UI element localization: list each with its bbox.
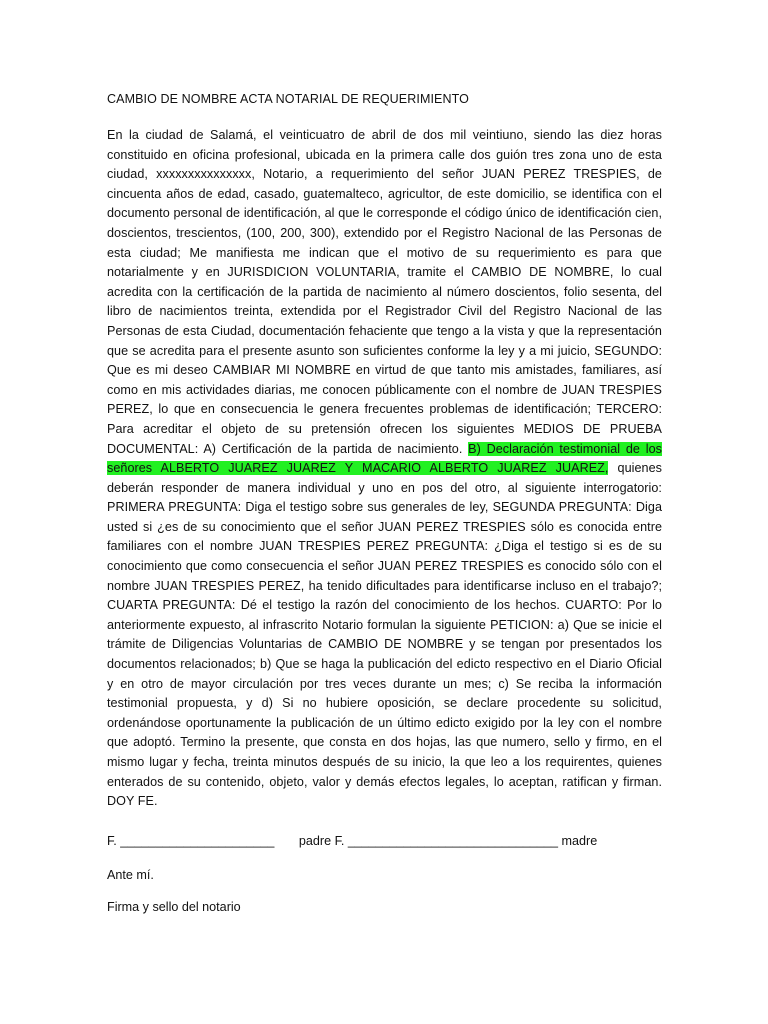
signature-line: F. ______________________ padre F. ______________________________ madre [107,833,598,848]
body-text-part-2: quienes deberán responder de manera individual y uno en pos del otro, al siguiente interrogatorio: PRIMERA PREGUNTA: Diga el testigo sobre sus generales de ley, SEGUNDA PREGUNTA: Diga usted si ¿es de su conocimiento que el señor JUAN PEREZ TRESPIES sólo es conocida entre familiares con el nombre JUAN TRESPIES PEREZ PREGUNTA: ¿Diga el testigo si es de su conocimiento que como consecuencia el señor JUAN PEREZ TRESPIES es conocido sólo con el nombre JUAN TRESPIES PEREZ, ha tenido dificultades para identificarse incluso en el trabajo?; CUARTA PREGUNTA: Dé el testigo la razón del conocimiento de los hechos. CUARTO: Por lo anteriormente expuesto, al infrascrito Notario formulan la siguiente PETICION: a) Que se inicie el trámite de Diligencias Voluntarias de CAMBIO DE NOMBRE y se tengan por presentados los documentos relacionados; b) Que se haga la publicación del edicto respectivo en el Diario Oficial y en otro de mayor circulación por tres veces durante un mes; c) Se reciba la información testimonial propuesta, y d) Si no hubiere oposición, se declare procedente su solicitud, ordenándose oportunamente la publicación de un último edicto exigido por la ley con el nombre que adoptó. Termino la presente, que consta en dos hojas, las que numero, sello y firmo, en el mismo lugar y fecha, treinta minutos después de su inicio, la que leo a los requirentes, quienes enterados de su contenido, objeto, valor y demás efectos legales, lo aceptan, ratifican y firman. DOY FE. [107,461,663,809]
notary-signature-label: Firma y sello del notario [107,899,241,914]
body-text-part-1: En la ciudad de Salamá, el veinticuatro de abril de dos mil veintiuno, siendo las diez horas constituido en oficina profesional, ubicada en la primera calle dos guión tres zona uno de esta ciudad, xxxxxxxxxxxxxxx, Notario, a requerimiento del señor JUAN PEREZ TRESPIES, de cincuenta años de edad, casado, guatemalteco, agricultor, de este domicilio, se identifica con el documento personal de identificación, al que le corresponde el código único de identificación cien, doscientos, trescientos, (100, 200, 300), extendido por el Registro Nacional de las Personas de esta ciudad; Me manifiesta me indican que el motivo de su requerimiento es para que notarialmente y en JURISDICION VOLUNTARIA, tramite el CAMBIO DE NOMBRE, lo cual acredita con la certificación de la partida de nacimiento al número doscientos, folio sesenta, del libro de nacimientos treinta, extendida por el Registrador Civil del Registro Nacional de las Personas de esta Ciudad, documentación fehaciente que tengo a la vista y que la representación que se acredita para el presente asunto son suficientes conforme la ley y a mi juicio, SEGUNDO: Que es mi deseo CAMBIAR MI NOMBRE en virtud de que tanto mis amistades, familiares, así como en mis actividades diarias, me conocen públicamente con el nombre de JUAN TRESPIES PEREZ, lo que en consecuencia le genera frecuentes problemas de identificación; TERCERO: Para acreditar el objeto de su pretensión ofrecen los siguientes MEDIOS DE PRUEBA DOCUMENTAL: A) Certificación de la partida de nacimiento. [107,128,662,456]
document-body [107,126,662,812]
highlighted-text: B) Declaración testimonial de los señores ALBERTO JUAREZ JUAREZ Y MACARIO ALBERTO JUAREZ JUAREZ, [107,441,662,476]
ante-mi-text: Ante mí. [107,867,154,882]
document-title: CAMBIO DE NOMBRE ACTA NOTARIAL DE REQUERIMIENTO [107,92,469,106]
